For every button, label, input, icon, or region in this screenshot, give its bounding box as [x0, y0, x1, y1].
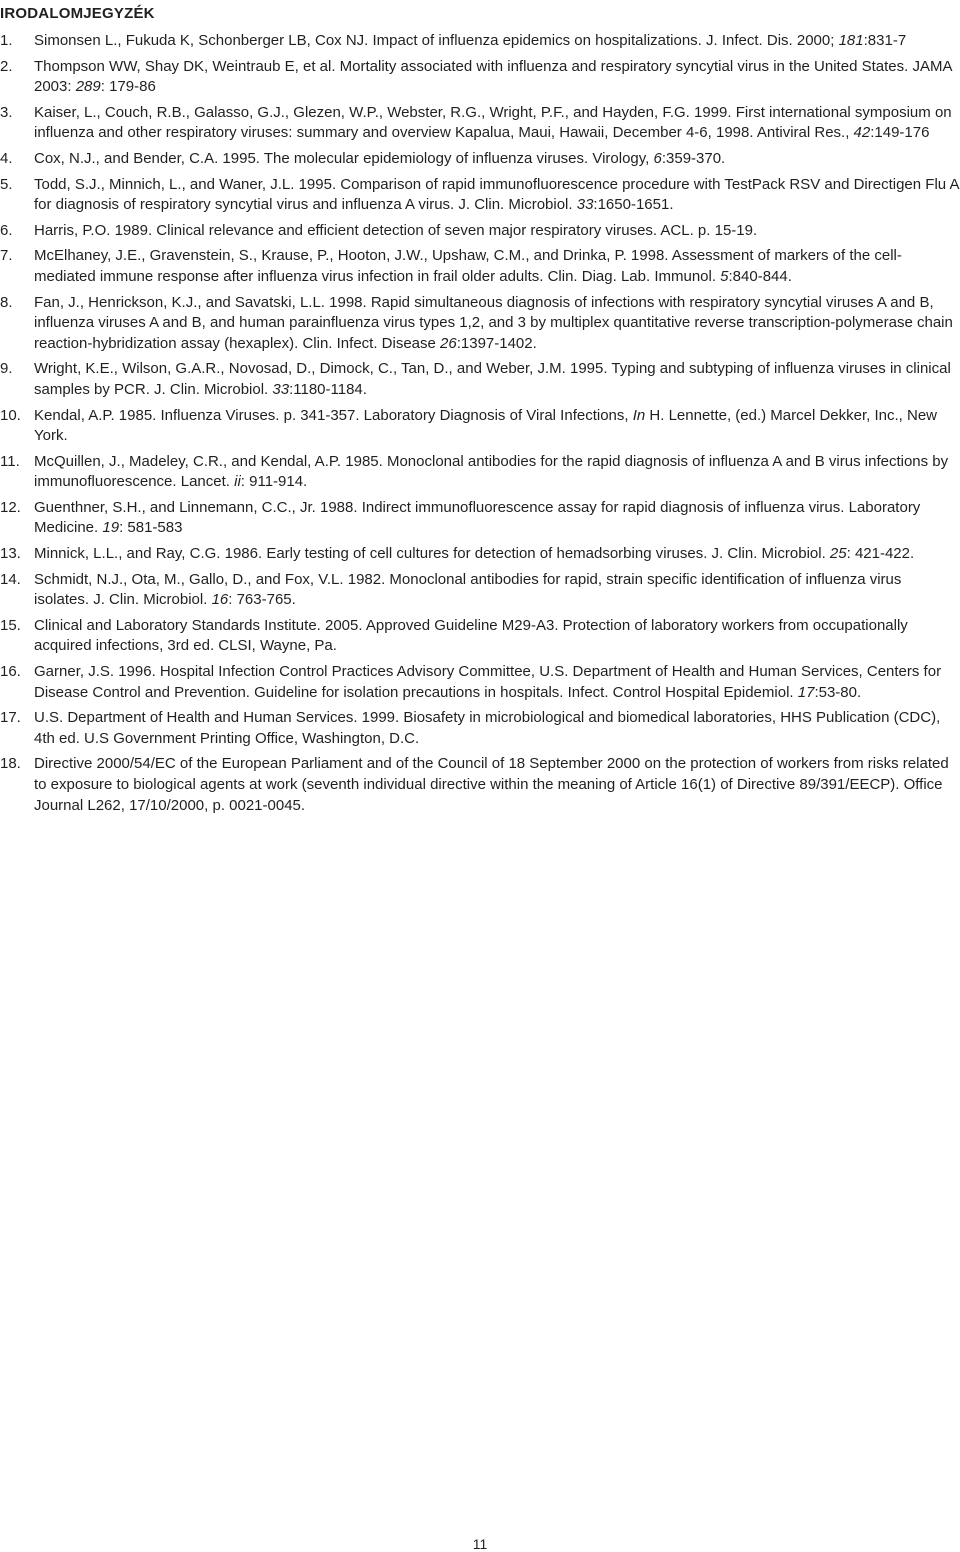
reference-text [34, 360, 951, 398]
reference-item [0, 246, 960, 287]
reference-text-part: Minnick, L.L., and Ray, C.G. 1986. Early testing of cell cultures for detection of hemadsorbing viruses. J. Clin. Microbiol. [34, 545, 830, 563]
reference-text-part: : 911-914. [240, 473, 308, 491]
reference-volume: In [632, 406, 646, 424]
reference-number: 8. [0, 293, 13, 311]
reference-text-part: Guenthner, S.H., and Linnemann, C.C., Jr. 1988. Indirect immunofluorescence assay for rapid diagnosis of influenza virus. Laboratory Medicine. [34, 498, 921, 537]
reference-item [0, 570, 960, 611]
reference-text-part: H. Lennette, (ed.) Marcel Dekker, Inc., New York. [34, 406, 938, 445]
reference-text [34, 617, 908, 655]
reference-text-part: Fan, J., Henrickson, K.J., and Savatski, L.L. 1998. Rapid simultaneous diagnosis of infections with respiratory syncytial viruses A and B, influenza viruses A and B, and human parainfluenza virus types 1,2, and 3 by multiplex quantitative reverse transcription-polymerase chain reaction-hybridization assay (hexaplex). Clin. Infect. Disease [34, 293, 953, 352]
reference-number: 13. [0, 545, 21, 563]
reference-number: 15. [0, 616, 21, 634]
section-heading: IRODALOMJEGYZÉK [0, 5, 155, 22]
reference-text [34, 499, 920, 537]
reference-text-part: : 581-583 [119, 519, 183, 537]
reference-text [34, 294, 953, 352]
reference-number: 5. [0, 175, 13, 193]
reference-item [0, 359, 960, 400]
reference-text-part: :840-844. [728, 267, 792, 285]
reference-number: 3. [0, 103, 13, 121]
reference-number: 12. [0, 498, 21, 516]
reference-text-part: Harris, P.O. 1989. Clinical relevance and efficient detection of seven major respiratory viruses. ACL. p. 15-19. [34, 221, 758, 239]
reference-item [0, 175, 960, 216]
reference-text-part: : 763-765. [228, 591, 296, 609]
reference-text [34, 663, 941, 701]
reference-text [34, 176, 959, 214]
reference-number: 6. [0, 221, 13, 239]
reference-text [34, 709, 940, 747]
reference-volume: 42 [853, 124, 871, 142]
reference-volume: 289 [75, 78, 101, 96]
reference-number: 4. [0, 149, 13, 167]
reference-text-part: Schmidt, N.J., Ota, M., Gallo, D., and Fox, V.L. 1982. Monoclonal antibodies for rapid, strain specific identification of influenza virus isolates. J. Clin. Microbiol. [34, 570, 902, 609]
reference-volume: ii [234, 473, 241, 491]
reference-text [34, 247, 902, 285]
reference-number: 2. [0, 57, 13, 75]
reference-text-part: Wright, K.E., Wilson, G.A.R., Novosad, D., Dimock, C., Tan, D., and Weber, J.M. 1995. Typing and subtyping of influenza viruses in clinical samples by PCR. J. Clin. Microbiol. [34, 360, 951, 398]
reference-item [0, 31, 960, 52]
reference-text-part: :53-80. [814, 683, 862, 701]
reference-item [0, 498, 960, 539]
reference-item [0, 406, 960, 447]
reference-number: 9. [0, 360, 13, 378]
reference-number: 10. [0, 406, 21, 424]
reference-item [0, 754, 960, 816]
reference-text [34, 150, 725, 167]
reference-volume: 26 [440, 334, 457, 352]
reference-text-part: : 179-86 [100, 78, 156, 96]
reference-text-part: Todd, S.J., Minnich, L., and Waner, J.L. 1995. Comparison of rapid immunofluorescence procedure with TestPack RSV and Directigen Flu A for diagnosis of respiratory syncytial virus and influenza A virus. J. Clin. Microbiol. [34, 175, 959, 214]
reference-number: 18. [0, 755, 21, 773]
reference-text-part: :1650-1651. [593, 196, 674, 214]
reference-item [0, 662, 960, 703]
reference-text-part: Cox, N.J., and Bender, C.A. 1995. The molecular epidemiology of influenza viruses. Virology, [34, 149, 654, 167]
reference-item [0, 616, 960, 657]
reference-text-part: Directive 2000/54/EC of the European Parliament and of the Council of 18 September 2000 on the protection of workers from risks related to exposure to biological agents at work (seventh individual directive within the meaning of Article 16(1) of Directive 89/391/EECP). Office Journal L262, 17/10/2000, p. 0021-0045. [34, 755, 949, 814]
reference-item [0, 452, 960, 493]
reference-item [0, 103, 960, 144]
reference-text-part: : 421-422. [846, 545, 915, 563]
reference-text-part: Kaiser, L., Couch, R.B., Galasso, G.J., Glezen, W.P., Webster, R.G., Wright, P.F., and Hayden, F.G. 1999. First international symposium on influenza and other respiratory viruses: summary and overview Kapalua, Maui, Hawaii, December 4-6, 1998. Antiviral Res., [34, 103, 952, 142]
reference-item [0, 708, 960, 749]
page-number: 11 [472, 1536, 488, 1552]
reference-text-part: :1397-1402. [456, 334, 537, 352]
reference-text-part: Kendal, A.P. 1985. Influenza Viruses. p. 341-357. Laboratory Diagnosis of Viral Infections, [34, 406, 633, 424]
reference-text-part: McElhaney, J.E., Gravenstein, S., Krause, P., Hooton, J.W., Upshaw, C.M., and Drinka, P. 1998. Assessment of markers of the cell-mediated immune response after influenza virus infection in frail older adults. Clin. Diag. Lab. Immunol. [34, 247, 902, 285]
reference-number: 11. [0, 452, 20, 470]
reference-text-part: Simonsen L., Fukuda K, Schonberger LB, Cox NJ. Impact of influenza epidemics on hospitalizations. J. Infect. Dis. 2000; [34, 32, 839, 49]
reference-text-part: :1180-1184. [289, 380, 367, 398]
reference-text-part: Thompson WW, Shay DK, Weintraub E, et al. Mortality associated with influenza and respiratory syncytial virus in the United States. JAMA 2003: [34, 57, 952, 96]
reference-text [34, 571, 901, 609]
reference-volume: 5 [720, 267, 729, 285]
reference-text [34, 58, 952, 96]
reference-text [34, 104, 952, 142]
reference-text [34, 755, 949, 813]
reference-volume: 33 [272, 380, 290, 398]
reference-text [34, 407, 937, 445]
reference-text-part: McQuillen, J., Madeley, C.R., and Kendal, A.P. 1985. Monoclonal antibodies for the rapid diagnosis of influenza A and B virus infections by immunofluorescence. Lancet. [34, 452, 949, 491]
reference-text [34, 453, 948, 491]
reference-item [0, 221, 960, 242]
reference-volume: 6 [653, 149, 662, 167]
reference-volume: 19 [102, 519, 120, 537]
reference-item [0, 57, 960, 98]
reference-text-part: :359-370. [661, 149, 726, 167]
reference-number: 17. [0, 709, 21, 727]
reference-volume: 33 [576, 196, 594, 214]
reference-text-part: :831-7 [863, 32, 907, 49]
reference-volume: 17 [797, 683, 815, 701]
reference-number: 14. [0, 570, 21, 588]
reference-volume: 16 [211, 591, 229, 609]
reference-number: 1. [0, 32, 13, 49]
reference-text-part: Garner, J.S. 1996. Hospital Infection Control Practices Advisory Committee, U.S. Department of Health and Human Services, Centers for Disease Control and Prevention. Guideline for isolation precautions in hospitals. Infect. Control Hospital Epidemiol. [34, 663, 942, 701]
reference-text [34, 32, 906, 49]
reference-text [34, 545, 914, 562]
reference-number: 7. [0, 247, 13, 265]
reference-text [34, 222, 757, 239]
reference-volume: 181 [838, 32, 864, 49]
reference-volume: 25 [829, 545, 847, 563]
reference-text-part: :149-176 [870, 124, 930, 142]
reference-number: 16. [0, 663, 21, 681]
reference-text-part: U.S. Department of Health and Human Services. 1999. Biosafety in microbiological and biomedical laboratories, HHS Publication (CDC), 4th ed. U.S Government Printing Office, Washington, D.C. [34, 709, 941, 747]
reference-text-part: Clinical and Laboratory Standards Institute. 2005. Approved Guideline M29-A3. Protection of laboratory workers from occupationally acquired infections, 3rd ed. CLSI, Wayne, Pa. [34, 616, 908, 655]
reference-list [0, 31, 960, 821]
reference-item [0, 149, 960, 170]
reference-item [0, 293, 960, 355]
reference-item [0, 544, 960, 565]
